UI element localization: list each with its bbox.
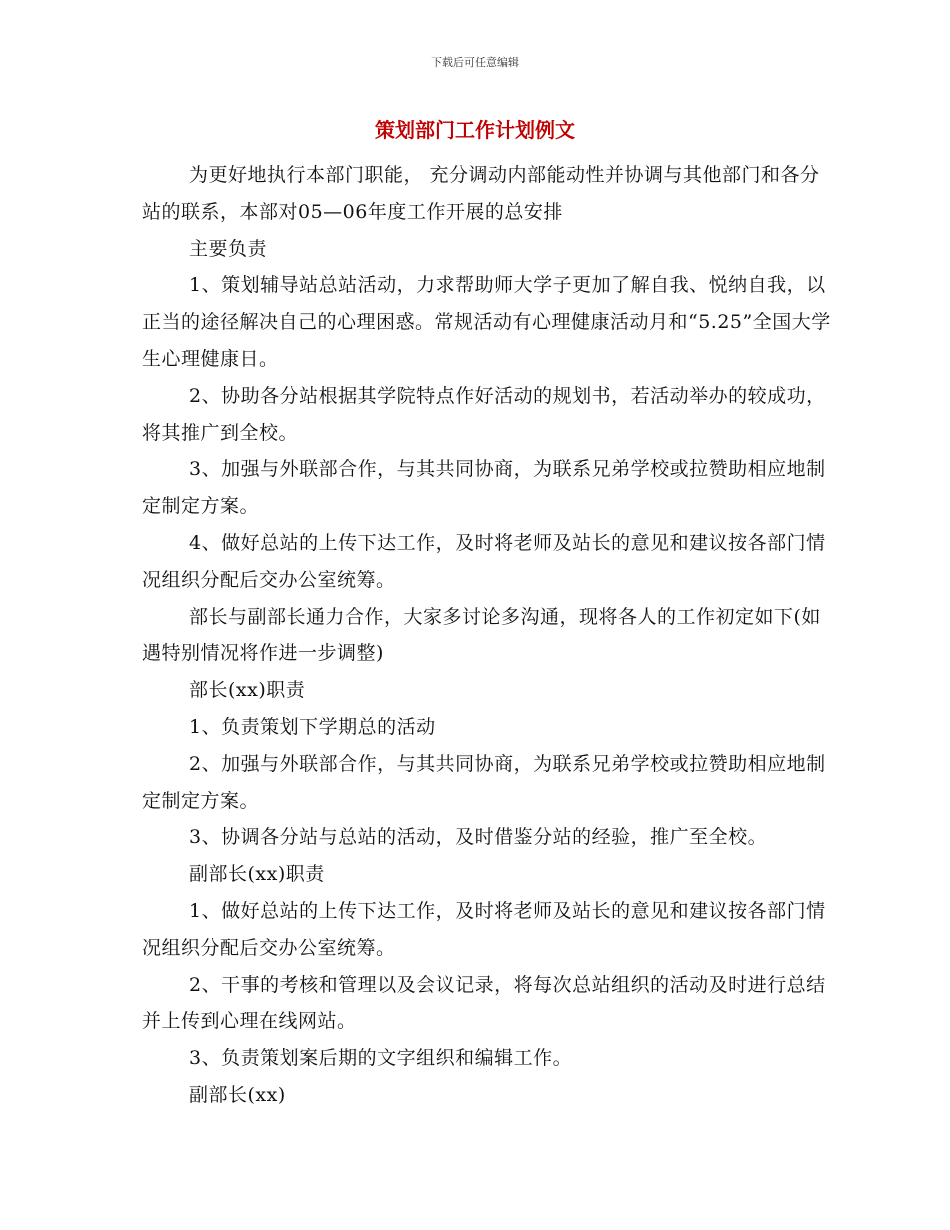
paragraph: 3、负责策划案后期的文字组织和编辑工作。 <box>189 1047 573 1070</box>
paragraph: 1、做好总站的上传下达工作，及时将老师及站长的意见和建议按各部门情况组织分配后交办公室统筹。 <box>142 899 826 959</box>
paragraph: 1、负责策划下学期总的活动 <box>189 715 436 738</box>
paragraph: 2、加强与外联部合作，与其共同协商，为联系兄弟学校或拉赞助相应地制定制定方案。 <box>142 752 826 812</box>
paragraph: 2、干事的考核和管理以及会议记录，将每次总站组织的活动及时进行总结并上传到心理在线网站。 <box>142 973 826 1033</box>
document-body <box>142 157 832 1114</box>
paragraph: 3、协调各分站与总站的活动，及时借鉴分站的经验，推广至全校。 <box>189 826 768 849</box>
header-note: 下载后可任意编辑 <box>431 56 519 69</box>
paragraph: 部长与副部长通力合作，大家多讨论多沟通，现将各人的工作初定如下(如遇特别情况将作进一步调整) <box>142 605 821 665</box>
paragraph: 1、策划辅导站总站活动，力求帮助师大学子更加了解自我、悦纳自我，以正当的途径解决自己的心理困惑。常规活动有心理健康活动月和“5.25”全国大学生心理健康日。 <box>142 274 831 370</box>
paragraph: 3、加强与外联部合作，与其共同协商，为联系兄弟学校或拉赞助相应地制定制定方案。 <box>142 458 826 518</box>
paragraph: 为更好地执行本部门职能， 充分调动内部能动性并协调与其他部门和各分站的联系，本部对05—06年度工作开展的总安排 <box>142 164 820 223</box>
section-heading: 副部长(xx) <box>189 1083 286 1106</box>
document-title: 策划部门工作计划例文 <box>375 118 575 142</box>
section-heading: 部长(xx)职责 <box>189 679 306 702</box>
section-heading: 副部长(xx)职责 <box>189 863 325 886</box>
section-heading: 主要负责 <box>189 237 268 260</box>
paragraph: 2、协助各分站根据其学院特点作好活动的规划书，若活动举办的较成功，将其推广到全校。 <box>142 384 826 444</box>
paragraph: 4、做好总站的上传下达工作，及时将老师及站长的意见和建议按各部门情况组织分配后交办公室统筹。 <box>142 531 826 591</box>
